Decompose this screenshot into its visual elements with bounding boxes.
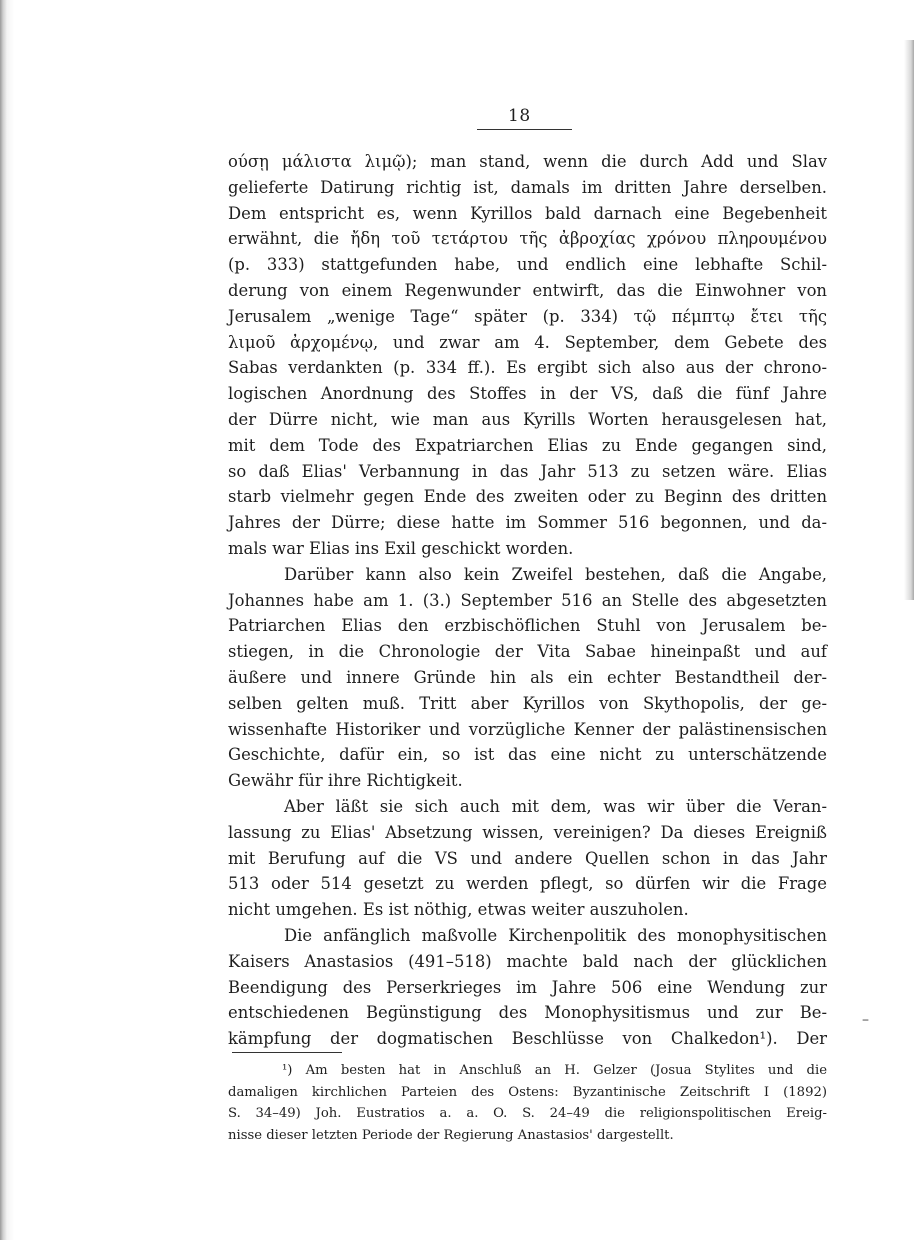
body-line: Johannes habe am 1. (3.) September 516 an Stelle des abgesetzten xyxy=(228,590,827,610)
body-line: mit dem Tode des Expatriarchen Elias zu Ende gegangen sind, xyxy=(228,435,827,455)
footnote-line: ¹) Am besten hat in Anschluß an H. Gelzer (Josua Stylites und die xyxy=(282,1063,827,1078)
margin-mark: – xyxy=(862,1012,869,1028)
footnote-line: nisse dieser letzten Periode der Regierung Anastasios' dargestellt. xyxy=(228,1127,674,1143)
body-line: selben gelten muß. Tritt aber Kyrillos von Skythopolis, der ge- xyxy=(228,693,827,713)
body-line: Beendigung des Perserkrieges im Jahre 506 eine Wendung zur xyxy=(228,977,827,997)
paragraph-start-line: Darüber kann also kein Zweifel bestehen, daß die Angabe, xyxy=(284,564,827,584)
body-line: 513 oder 514 gesetzt zu werden pflegt, so dürfen wir die Frage xyxy=(228,874,827,894)
body-line: nicht umgehen. Es ist nöthig, etwas weiter auszuholen. xyxy=(228,900,689,920)
footnote-rule xyxy=(232,1052,342,1053)
footnote-line: S. 34–49) Joh. Eustratios a. a. O. S. 24–49 die religionspolitischen Ereig- xyxy=(228,1106,827,1121)
body-line: so daß Elias' Verbannung in das Jahr 513 zu setzen wäre. Elias xyxy=(228,461,827,481)
body-line: der Dürre nicht, wie man aus Kyrills Worten herausgelesen hat, xyxy=(228,409,827,429)
body-text xyxy=(228,149,827,1052)
body-line: Sabas verdankten (p. 334 ff.). Es ergibt sich also aus der chrono- xyxy=(228,358,827,378)
scan-edge-left xyxy=(0,0,14,1240)
body-line: Dem entspricht es, wenn Kyrillos bald darnach eine Begebenheit xyxy=(228,203,827,223)
body-line: derung von einem Regenwunder entwirft, das die Einwohner von xyxy=(228,280,827,300)
body-line: wissenhafte Historiker und vorzügliche Kenner der palästinensischen xyxy=(228,719,827,739)
page-number: 18 xyxy=(508,106,531,126)
body-line: mit Berufung auf die VS und andere Quellen schon in das Jahr xyxy=(228,848,827,868)
body-line: erwähnt, die ἤδη τοῦ τετάρτου τῆς ἀβροχίας χρόνου πληρουμένου xyxy=(228,229,827,249)
body-line: äußere und innere Gründe hin als ein echter Bestandtheil der- xyxy=(228,667,827,687)
body-line: λιμοῦ ἀρχομένῳ, und zwar am 4. September, dem Gebete des xyxy=(228,332,827,352)
body-line: Geschichte, dafür ein, so ist das eine nicht zu unterschätzende xyxy=(228,745,827,765)
body-line: starb vielmehr gegen Ende des zweiten oder zu Beginn des dritten xyxy=(228,487,827,507)
paragraph-start-line: Die anfänglich maßvolle Kirchenpolitik des monophysitischen xyxy=(284,925,827,945)
footnotes xyxy=(228,1060,827,1146)
body-line: Jahres der Dürre; diese hatte im Sommer 516 begonnen, und da- xyxy=(228,513,827,533)
scan-edge-right xyxy=(904,40,914,600)
footnote-line: damaligen kirchlichen Parteien des Ostens: Byzantinische Zeitschrift I (1892) xyxy=(228,1084,827,1100)
body-line: Gewähr für ihre Richtigkeit. xyxy=(228,771,463,791)
header-rule xyxy=(477,129,572,130)
body-line: lassung zu Elias' Absetzung wissen, vereinigen? Da dieses Ereigniß xyxy=(228,822,827,842)
paragraph-start-line: Aber läßt sie sich auch mit dem, was wir über die Veran- xyxy=(284,796,827,816)
body-line: entschiedenen Begünstigung des Monophysitismus und zur Be- xyxy=(228,1003,827,1023)
body-line: Jerusalem „wenige Tage“ später (p. 334) τῷ πέμπτῳ ἔτει τῆς xyxy=(228,306,827,326)
body-line: kämpfung der dogmatischen Beschlüsse von Chalkedon¹). Der xyxy=(228,1029,827,1049)
body-line: mals war Elias ins Exil geschickt worden. xyxy=(228,538,574,558)
body-line: stiegen, in die Chronologie der Vita Sabae hineinpaßt und auf xyxy=(228,642,827,662)
body-line: (p. 333) stattgefunden habe, und endlich eine lebhafte Schil- xyxy=(228,255,827,275)
body-line: gelieferte Datirung richtig ist, damals im dritten Jahre derselben. xyxy=(228,177,827,197)
body-line: logischen Anordnung des Stoffes in der VS, daß die fünf Jahre xyxy=(228,384,827,404)
body-line: Kaisers Anastasios (491–518) machte bald nach der glücklichen xyxy=(228,951,827,971)
body-line: Patriarchen Elias den erzbischöflichen Stuhl von Jerusalem be- xyxy=(228,616,827,636)
body-line: ούσῃ μάλιστα λιμῷ); man stand, wenn die durch Add und Slav xyxy=(228,152,827,171)
